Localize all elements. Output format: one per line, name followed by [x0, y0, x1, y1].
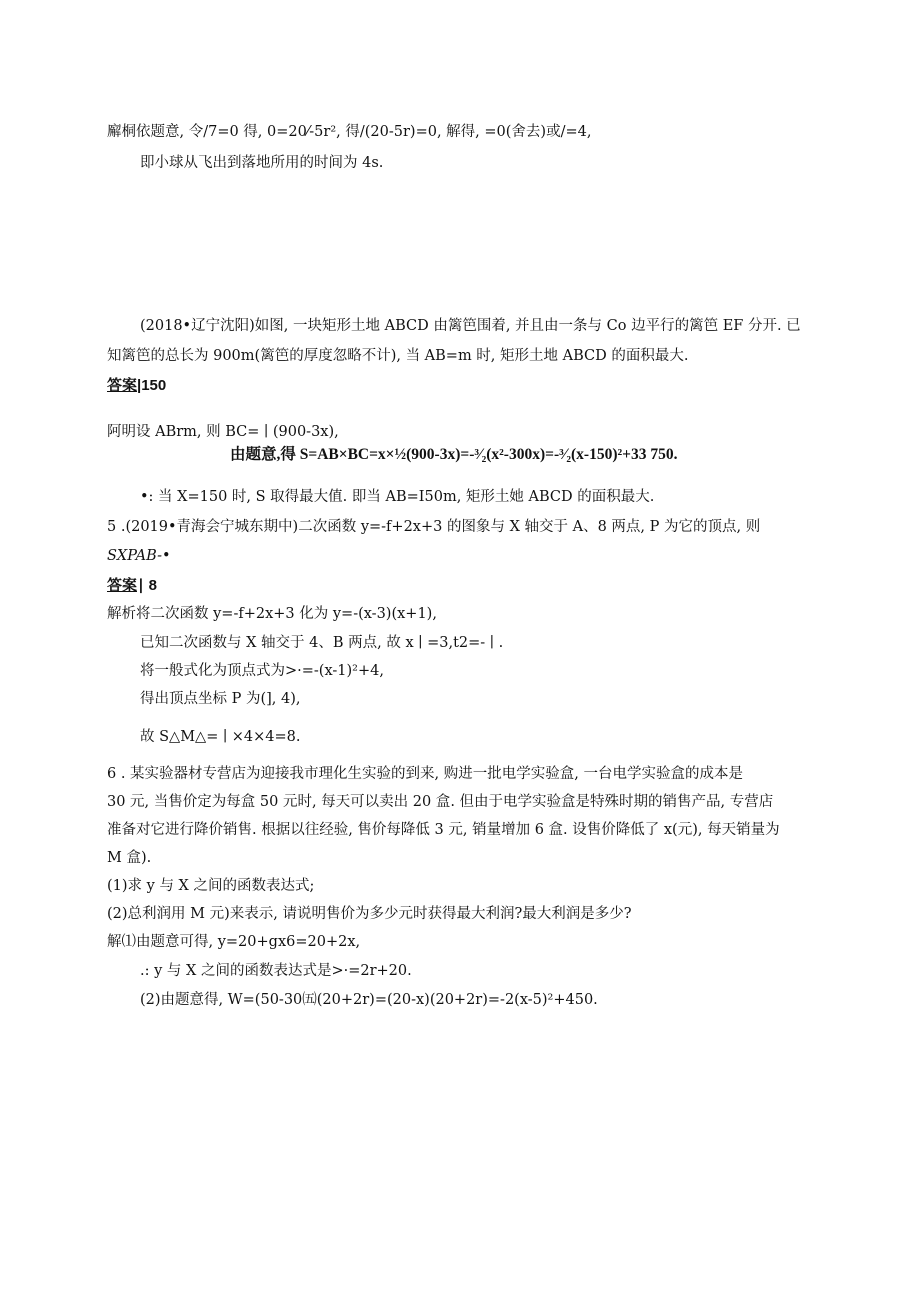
solution-line-1: 廨桐依题意, 令/7=0 得, 0=20⁄-5r², 得/(20-5r)=0, 解得, =0(舍去)或/=4, [107, 124, 592, 140]
answer-4 [107, 376, 166, 396]
solution-line-2: 即小球从飞出到落地所用的时间为 4s. [140, 155, 384, 171]
solution-6-line-3: (2)由题意得, W=(50-30㈤(20+2r)=(20-x)(20+2r)=-2(x-5)²+450. [140, 992, 598, 1008]
question-6-line-3: 准备对它进行降价销售. 根据以往经验, 售价每降低 3 元, 销量增加 6 盒. 设售价降低了 x(元), 每天销量为 [107, 822, 780, 838]
question-6-line-2: 30 元, 当售价定为每盒 50 元时, 每天可以卖出 20 盒. 但由于电学实验盒是特殊时期的销售产品, 专营店 [107, 794, 774, 810]
answer-4-value: |150 [137, 377, 167, 394]
question-5-line-2: SXPAB-• [107, 548, 171, 564]
solution-4-line-1: 阿明设 ABrm, 则 BC= ∣ (900-3x), [107, 424, 339, 440]
solution-6-line-1: 解⑴由题意可得, y=20+gx6=20+2x, [107, 934, 361, 950]
solution-5-line-1: 解析将二次函数 y=-f+2x+3 化为 y=-(x-3)(x+1), [107, 606, 437, 622]
answer-5-value: ∣ 8 [137, 577, 158, 594]
solution-4-formula: 由题意,得 S=AB×BC=x×½(900-3x)=-³⁄₂(x²-300x)=-³⁄₂(x-150)²+33 750. [230, 446, 678, 463]
answer-5-label: 答案 [107, 577, 138, 594]
solution-5-line-4: 得出顶点坐标 P 为(], 4), [140, 691, 301, 707]
solution-5-line-5: 故 S△M△= ∣ ×4×4=8. [140, 729, 301, 745]
question-6-part-1: (1)求 y 与 X 之间的函数表达式; [107, 878, 315, 894]
answer-5 [107, 576, 157, 596]
answer-4-label: 答案 [107, 377, 138, 394]
question-6-part-2: (2)总利润用 M 元)来表示, 请说明售价为多少元时获得最大利润?最大利润是多少? [107, 906, 632, 922]
question-6-line-4: M 盒). [107, 850, 152, 866]
solution-5-line-3: 将一般式化为顶点式为>·=-(x-1)²+4, [140, 663, 384, 679]
question-4-line-1: (2018•辽宁沈阳)如图, 一块矩形土地 ABCD 由篱笆围着, 并且由一条与 Co 边平行的篱笆 EF 分开. 已 [140, 318, 801, 334]
question-5-line-1: 5 .(2019•青海会宁城东期中)二次函数 y=-f+2x+3 的图象与 X 轴交于 A、8 两点, P 为它的顶点, 则 [107, 519, 761, 535]
question-6-line-1: 6 . 某实验器材专营店为迎接我市理化生实验的到来, 购进一批电学实验盒, 一台电学实验盒的成本是 [107, 766, 743, 782]
solution-6-line-2: .: y 与 X 之间的函数表达式是>·=2r+20. [140, 963, 412, 979]
question-4-line-2: 知篱笆的总长为 900m(篱笆的厚度忽略不计), 当 AB=m 时, 矩形土地 ABCD 的面积最大. [107, 348, 689, 364]
solution-5-line-2: 已知二次函数与 X 轴交于 4、B 两点, 故 x ∣ =3,t2=- ∣ . [140, 635, 504, 651]
solution-4-line-3: •: 当 X=150 时, S 取得最大值. 即当 AB=I50m, 矩形土她 ABCD 的面积最大. [140, 489, 655, 505]
